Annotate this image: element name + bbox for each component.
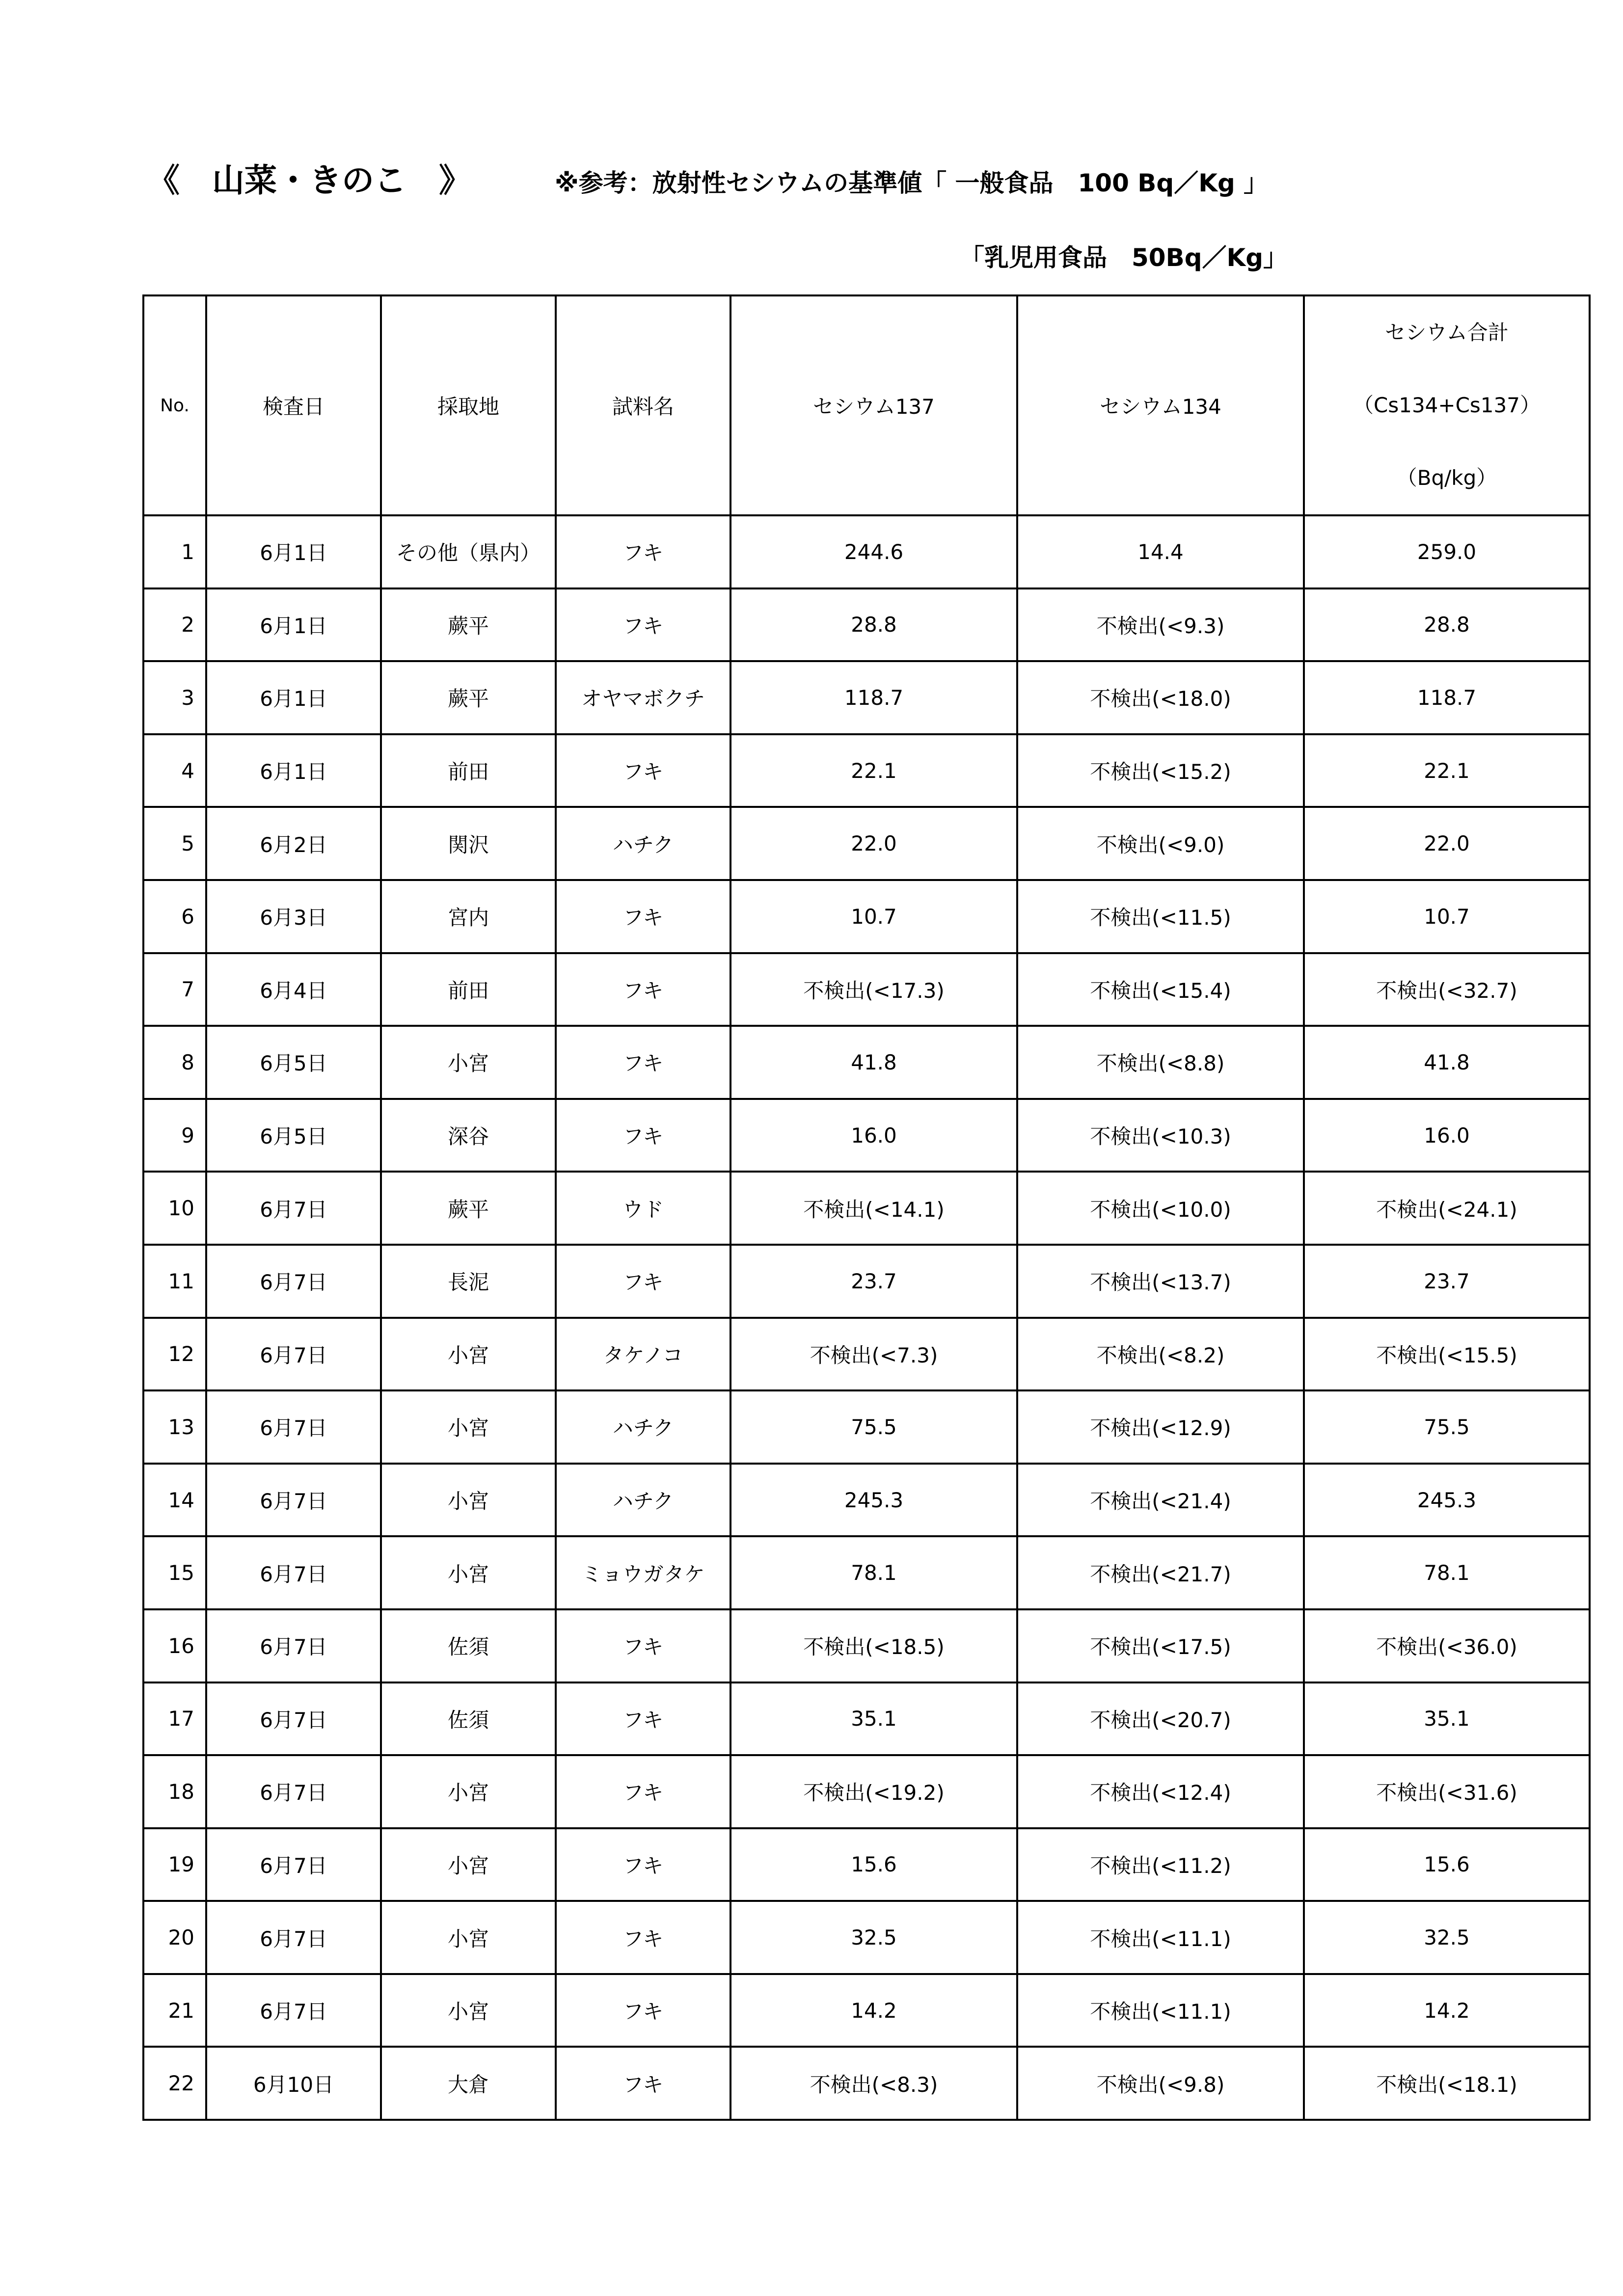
row-sample: フキ (556, 2047, 730, 2120)
row-date: 6月7日 (206, 1536, 381, 1609)
row-date: 6月10日 (206, 2047, 381, 2120)
row-sample: フキ (556, 1974, 730, 2047)
row-date: 6月7日 (206, 1828, 381, 1901)
row-sample: フキ (556, 1099, 730, 1172)
row-no: 19 (143, 1828, 206, 1901)
row-total: 118.7 (1304, 661, 1590, 734)
row-location: 深谷 (381, 1099, 556, 1172)
row-location: 前田 (381, 734, 556, 807)
header-total (1304, 295, 1590, 515)
table-row (143, 1828, 1590, 1901)
row-total: 22.1 (1304, 734, 1590, 807)
row-no: 13 (143, 1390, 206, 1464)
row-cs134: 不検出(<21.7) (1017, 1536, 1304, 1609)
reference-standard-infant: 「乳児用食品 50Bq／Kg」 (960, 243, 1288, 272)
row-date: 6月7日 (206, 1755, 381, 1828)
row-date: 6月7日 (206, 1609, 381, 1682)
table-row (143, 734, 1590, 807)
row-location: 蕨平 (381, 1172, 556, 1245)
row-total: 259.0 (1304, 515, 1590, 588)
row-date: 6月4日 (206, 953, 381, 1026)
row-no: 11 (143, 1245, 206, 1318)
row-total: 10.7 (1304, 880, 1590, 953)
row-cs134: 不検出(<12.4) (1017, 1755, 1304, 1828)
row-total: 不検出(<18.1) (1304, 2047, 1590, 2120)
row-no: 21 (143, 1974, 206, 2047)
row-sample: フキ (556, 880, 730, 953)
row-no: 4 (143, 734, 206, 807)
row-cs137: 16.0 (730, 1099, 1017, 1172)
row-total: 不検出(<24.1) (1304, 1172, 1590, 1245)
row-total: 不検出(<36.0) (1304, 1609, 1590, 1682)
table-row (143, 1026, 1590, 1099)
row-cs134: 不検出(<11.1) (1017, 1901, 1304, 1974)
page-title: 《 山菜・きのこ 》 (147, 161, 471, 199)
row-sample: ハチク (556, 1464, 730, 1537)
header-sample: 試料名 (556, 295, 730, 515)
row-date: 6月5日 (206, 1099, 381, 1172)
table-row (143, 2047, 1590, 2120)
row-cs134: 不検出(<17.5) (1017, 1609, 1304, 1682)
row-location: 小宮 (381, 1464, 556, 1537)
row-cs134: 不検出(<11.1) (1017, 1974, 1304, 2047)
row-cs137: 不検出(<18.5) (730, 1609, 1017, 1682)
row-location: 小宮 (381, 1390, 556, 1464)
row-no: 17 (143, 1682, 206, 1756)
row-cs137: 14.2 (730, 1974, 1017, 2047)
row-date: 6月3日 (206, 880, 381, 953)
row-cs134: 不検出(<15.2) (1017, 734, 1304, 807)
table-row (143, 1318, 1590, 1391)
row-sample: ミョウガタケ (556, 1536, 730, 1609)
row-sample: フキ (556, 1901, 730, 1974)
row-location: 小宮 (381, 1026, 556, 1099)
table-header-row (143, 295, 1590, 515)
row-cs134: 不検出(<9.3) (1017, 588, 1304, 662)
table-row (143, 1390, 1590, 1464)
table-row (143, 1245, 1590, 1318)
row-cs134: 不検出(<20.7) (1017, 1682, 1304, 1756)
table-row (143, 1901, 1590, 1974)
row-sample: フキ (556, 1026, 730, 1099)
row-date: 6月7日 (206, 1318, 381, 1391)
row-cs137: 75.5 (730, 1390, 1017, 1464)
row-sample: ウド (556, 1172, 730, 1245)
row-date: 6月7日 (206, 1172, 381, 1245)
row-total: 245.3 (1304, 1464, 1590, 1537)
row-cs137: 245.3 (730, 1464, 1017, 1537)
row-location: 小宮 (381, 1828, 556, 1901)
header-cs134: セシウム134 (1017, 295, 1304, 515)
header-total-formula: （Cs134+Cs137） (1353, 393, 1541, 417)
row-total: 35.1 (1304, 1682, 1590, 1756)
row-no: 10 (143, 1172, 206, 1245)
row-date: 6月7日 (206, 1464, 381, 1537)
row-location: 蕨平 (381, 661, 556, 734)
row-sample: フキ (556, 1682, 730, 1756)
row-sample: フキ (556, 588, 730, 662)
table-row (143, 953, 1590, 1026)
row-total: 14.2 (1304, 1974, 1590, 2047)
row-cs137: 244.6 (730, 515, 1017, 588)
row-cs134: 不検出(<18.0) (1017, 661, 1304, 734)
row-total: 16.0 (1304, 1099, 1590, 1172)
row-cs134: 不検出(<9.8) (1017, 2047, 1304, 2120)
row-cs137: 不検出(<17.3) (730, 953, 1017, 1026)
row-location: 関沢 (381, 807, 556, 880)
row-sample: フキ (556, 515, 730, 588)
header-no: No. (143, 295, 206, 515)
row-sample: フキ (556, 734, 730, 807)
table-row (143, 807, 1590, 880)
row-no: 14 (143, 1464, 206, 1537)
row-cs137: 41.8 (730, 1026, 1017, 1099)
row-cs137: 不検出(<14.1) (730, 1172, 1017, 1245)
row-total: 22.0 (1304, 807, 1590, 880)
row-no: 12 (143, 1318, 206, 1391)
table-row (143, 515, 1590, 588)
row-sample: オヤマボクチ (556, 661, 730, 734)
row-cs137: 不検出(<7.3) (730, 1318, 1017, 1391)
table-row (143, 661, 1590, 734)
row-sample: タケノコ (556, 1318, 730, 1391)
row-total: 32.5 (1304, 1901, 1590, 1974)
row-no: 2 (143, 588, 206, 662)
row-date: 6月5日 (206, 1026, 381, 1099)
row-cs134: 不検出(<8.2) (1017, 1318, 1304, 1391)
row-location: 小宮 (381, 1755, 556, 1828)
row-cs134: 不検出(<10.0) (1017, 1172, 1304, 1245)
table-row (143, 1099, 1590, 1172)
row-location: 小宮 (381, 1318, 556, 1391)
row-cs137: 不検出(<19.2) (730, 1755, 1017, 1828)
header-location: 採取地 (381, 295, 556, 515)
row-cs137: 35.1 (730, 1682, 1017, 1756)
row-cs134: 不検出(<21.4) (1017, 1464, 1304, 1537)
row-cs134: 不検出(<13.7) (1017, 1245, 1304, 1318)
row-sample: フキ (556, 1609, 730, 1682)
row-no: 9 (143, 1099, 206, 1172)
row-sample: フキ (556, 1755, 730, 1828)
row-location: 宮内 (381, 880, 556, 953)
row-location: 長泥 (381, 1245, 556, 1318)
row-cs134: 不検出(<11.2) (1017, 1828, 1304, 1901)
row-no: 3 (143, 661, 206, 734)
row-date: 6月1日 (206, 515, 381, 588)
row-no: 18 (143, 1755, 206, 1828)
table-row (143, 1682, 1590, 1756)
row-date: 6月7日 (206, 1390, 381, 1464)
table-row (143, 880, 1590, 953)
row-total: 75.5 (1304, 1390, 1590, 1464)
table-row (143, 1536, 1590, 1609)
row-date: 6月1日 (206, 734, 381, 807)
row-date: 6月7日 (206, 1901, 381, 1974)
row-cs137: 32.5 (730, 1901, 1017, 1974)
row-sample: ハチク (556, 1390, 730, 1464)
row-no: 15 (143, 1536, 206, 1609)
row-date: 6月7日 (206, 1682, 381, 1756)
table-row (143, 1172, 1590, 1245)
header-cs137: セシウム137 (730, 295, 1017, 515)
row-total: 28.8 (1304, 588, 1590, 662)
row-cs137: 10.7 (730, 880, 1017, 953)
row-total: 41.8 (1304, 1026, 1590, 1099)
row-cs137: 22.0 (730, 807, 1017, 880)
row-no: 6 (143, 880, 206, 953)
row-location: 小宮 (381, 1536, 556, 1609)
row-date: 6月7日 (206, 1974, 381, 2047)
table-row (143, 1755, 1590, 1828)
row-cs137: 15.6 (730, 1828, 1017, 1901)
row-location: その他（県内） (381, 515, 556, 588)
table-row (143, 588, 1590, 662)
row-location: 小宮 (381, 1901, 556, 1974)
row-date: 6月2日 (206, 807, 381, 880)
cesium-results-table (142, 294, 1591, 2121)
row-sample: フキ (556, 1828, 730, 1901)
table-row (143, 1974, 1590, 2047)
row-no: 16 (143, 1609, 206, 1682)
row-total: 78.1 (1304, 1536, 1590, 1609)
row-total: 不検出(<15.5) (1304, 1318, 1590, 1391)
row-total: 23.7 (1304, 1245, 1590, 1318)
row-cs137: 78.1 (730, 1536, 1017, 1609)
row-no: 8 (143, 1026, 206, 1099)
row-no: 1 (143, 515, 206, 588)
header-date: 検査日 (206, 295, 381, 515)
row-total: 不検出(<31.6) (1304, 1755, 1590, 1828)
row-location: 蕨平 (381, 588, 556, 662)
row-sample: フキ (556, 1245, 730, 1318)
header-total-label: セシウム合計 (1385, 320, 1509, 345)
row-date: 6月1日 (206, 661, 381, 734)
row-cs134: 不検出(<15.4) (1017, 953, 1304, 1026)
row-cs134: 不検出(<11.5) (1017, 880, 1304, 953)
row-total: 15.6 (1304, 1828, 1590, 1901)
row-cs137: 不検出(<8.3) (730, 2047, 1017, 2120)
row-cs137: 28.8 (730, 588, 1017, 662)
row-no: 20 (143, 1901, 206, 1974)
header-total-unit: （Bq/kg） (1396, 466, 1497, 490)
row-cs134: 不検出(<8.8) (1017, 1026, 1304, 1099)
row-cs137: 22.1 (730, 734, 1017, 807)
row-cs134: 不検出(<9.0) (1017, 807, 1304, 880)
row-cs134: 不検出(<10.3) (1017, 1099, 1304, 1172)
row-sample: フキ (556, 953, 730, 1026)
row-location: 佐須 (381, 1609, 556, 1682)
row-location: 佐須 (381, 1682, 556, 1756)
row-cs134: 14.4 (1017, 515, 1304, 588)
row-location: 大倉 (381, 2047, 556, 2120)
row-date: 6月7日 (206, 1245, 381, 1318)
table-row (143, 1609, 1590, 1682)
row-cs137: 118.7 (730, 661, 1017, 734)
row-sample: ハチク (556, 807, 730, 880)
row-date: 6月1日 (206, 588, 381, 662)
row-no: 22 (143, 2047, 206, 2120)
reference-standard-general: ※参考：放射性セシウムの基準値「 一般食品 100 Bq／Kg 」 (555, 169, 1269, 197)
row-location: 前田 (381, 953, 556, 1026)
table-row (143, 1464, 1590, 1537)
row-total: 不検出(<32.7) (1304, 953, 1590, 1026)
table-body (143, 515, 1590, 2120)
row-cs137: 23.7 (730, 1245, 1017, 1318)
row-no: 5 (143, 807, 206, 880)
row-no: 7 (143, 953, 206, 1026)
row-location: 小宮 (381, 1974, 556, 2047)
row-cs134: 不検出(<12.9) (1017, 1390, 1304, 1464)
